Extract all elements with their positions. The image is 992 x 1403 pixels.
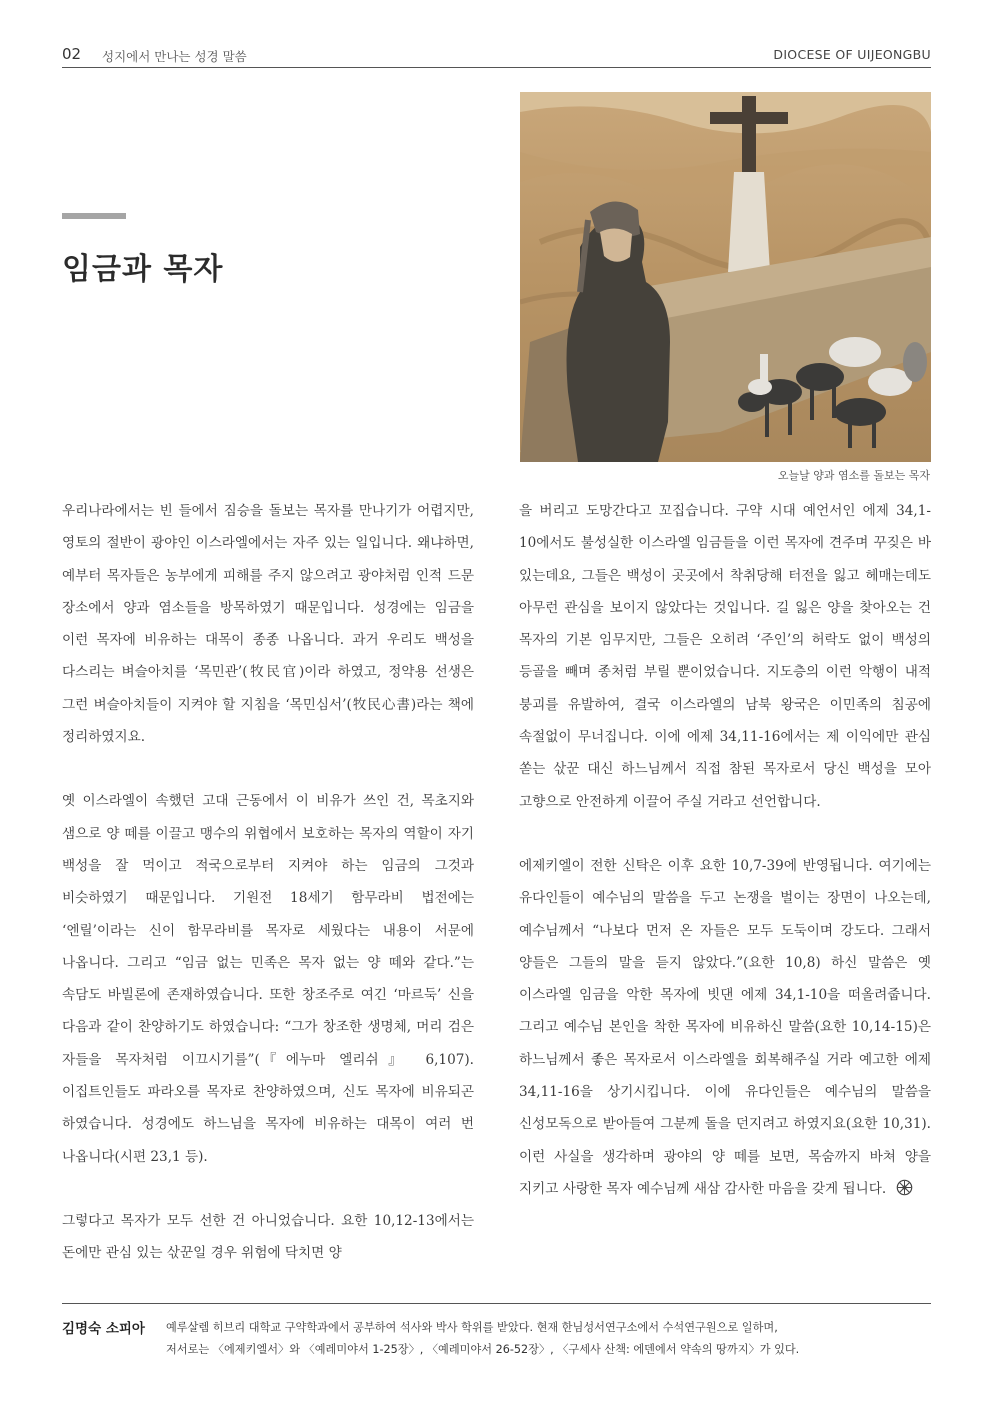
left-column bbox=[62, 495, 474, 1270]
body-paragraph-last bbox=[519, 850, 931, 1205]
footer-divider bbox=[62, 1303, 931, 1304]
body-paragraph: 우리나라에서는 빈 들에서 짐승을 돌보는 목자를 만나기가 어렵지만, 영토의 절반이 광야인 이스라엘에서는 자주 있는 일입니다. 왜냐하면, 예부터 목자들은 농부에게 피해를 주지 않으려고 광야처럼 인적 드문 장소에서 양과 염소들을 방목하였기 때문입니다. 성경에는 임금을 이런 목자에 비유하는 대목이 종종 나옵니다. 과거 우리도 백성을 다스리는 벼슬아치를 ‘목민관’(牧民官)이라 하였고, 정약용 선생은 그런 벼슬아치들이 지켜야 할 지침을 ‘목민심서’(牧民心書)라는 책에 정리하였지요. bbox=[62, 503, 475, 746]
author-bio-line: 예루살렘 히브리 대학교 구약학과에서 공부하여 석사와 박사 학위를 받았다. 현재 한님성서연구소에서 수석연구원으로 일하며, bbox=[166, 1321, 778, 1334]
photo-caption: 오늘날 양과 염소를 돌보는 목자 bbox=[777, 469, 930, 482]
article-title: 임금과 목자 bbox=[62, 252, 224, 287]
body-paragraph: 옛 이스라엘이 속했던 고대 근동에서 이 비유가 쓰인 건, 목초지와 샘으로 양 떼를 이끌고 맹수의 위협에서 보호하는 목자의 역할이 자기 백성을 잘 먹이고 적국으로부터 지켜야 하는 임금의 그것과 비슷하였기 때문입니다. 기원전 18세기 함무라비 법전에는 ‘엔릴’이라는 신이 함무라비를 목자로 세웠다는 내용이 서문에 나옵니다. 그리고 “임금 없는 민족은 목자 없는 양 떼와 같다.”는 속담도 바빌론에 존재하였습니다. 또한 창조주로 여긴 ‘마르둑’ 신을 다음과 같이 찬양하기도 하였습니다: “그가 창조한 생명체, 머리 검은 자들을 목자처럼 이끄시기를”(『에누마 엘리쉬』 6,107). 이집트인들도 파라오를 목자로 찬양하였으며, 신도 목자에 비유되곤 하였습니다. 성경에도 하느님을 목자에 비유하는 대목이 여러 번 나옵니다(시편 23,1 등). bbox=[62, 793, 474, 1165]
right-column bbox=[519, 495, 931, 1205]
author-bio-line: 저서로는 〈에제키엘서〉와 〈예레미야서 1-25장〉, 〈예레미야서 26-52장〉, 〈구세사 산책: 에덴에서 약속의 땅까지〉가 있다. bbox=[166, 1343, 800, 1356]
section-title: 성지에서 만나는 성경 말씀 bbox=[102, 49, 247, 64]
end-mark-icon bbox=[896, 1176, 913, 1193]
author-bio bbox=[166, 1317, 931, 1361]
page-number: 02 bbox=[62, 45, 82, 63]
body-paragraph: 을 버리고 도망간다고 꼬집습니다. 구약 시대 예언서인 에제 34,1-10에서도 불성실한 이스라엘 임금들을 이런 목자에 견주며 꾸짖은 바 있는데요, 그들은 백성이 곳곳에서 착취당해 터전을 잃고 헤매는데도 아무런 관심을 보이지 않았다는 것입니다. 길 잃은 양을 찾아오는 건 목자의 기본 임무지만, 그들은 오히려 ‘주인’의 허락도 없이 백성의 등골을 빼며 종처럼 부릴 뿐이었습니다. 지도층의 이런 악행이 내적 붕괴를 유발하여, 결국 이스라엘의 남북 왕국은 이민족의 침공에 속절없이 무너집니다. 이에 에제 34,11-16에서는 제 이익에만 관심 쏟는 삯꾼 대신 하느님께서 직접 참된 목자로서 당신 백성을 모아 고향으로 안전하게 이끌어 주실 거라고 선언합니다. bbox=[519, 503, 931, 810]
header-divider bbox=[62, 67, 931, 68]
article-photo bbox=[520, 92, 931, 462]
body-paragraph: 그렇다고 목자가 모두 선한 건 아니었습니다. 요한 10,12-13에서는 돈에만 관심 있는 삯꾼일 경우 위험에 닥치면 양 bbox=[62, 1212, 474, 1262]
body-paragraph-text: 에제키엘이 전한 신탁은 이후 요한 10,7-39에 반영됩니다. 여기에는 유다인들이 예수님의 말씀을 두고 논쟁을 벌이는 장면이 나오는데, 예수님께서 “나보다 먼저 온 자들은 모두 도둑이며 강도다. 그래서 양들은 그들의 말을 듣지 않았다.”(요한 10,8) 하신 말씀은 옛 이스라엘 임금을 악한 목자에 빗댄 에제 34,1-10을 떠올려줍니다. 그리고 예수님 본인을 착한 목자에 비유하신 말씀(요한 10,14-15)은 하느님께서 좋은 목자로서 이스라엘을 회복해주실 거라 예고한 에제 34,11-16을 상기시킵니다. 이에 유다인들은 예수님의 말씀을 신성모독으로 받아들여 그분께 돌을 던지려고 하였지요(요한 10,31). 이런 사실을 생각하며 광야의 양 떼를 보면, 목숨까지 바쳐 양을 지키고 사랑한 목자 예수님께 새삼 감사한 마음을 갖게 됩니다. bbox=[519, 857, 931, 1197]
publisher-name: DIOCESE OF UIJEONGBU bbox=[773, 47, 931, 62]
title-accent-bar bbox=[62, 213, 126, 219]
author-name: 김명숙 소피아 bbox=[62, 1321, 145, 1337]
page-header bbox=[62, 44, 931, 66]
shepherd-photo-illustration bbox=[520, 92, 931, 462]
